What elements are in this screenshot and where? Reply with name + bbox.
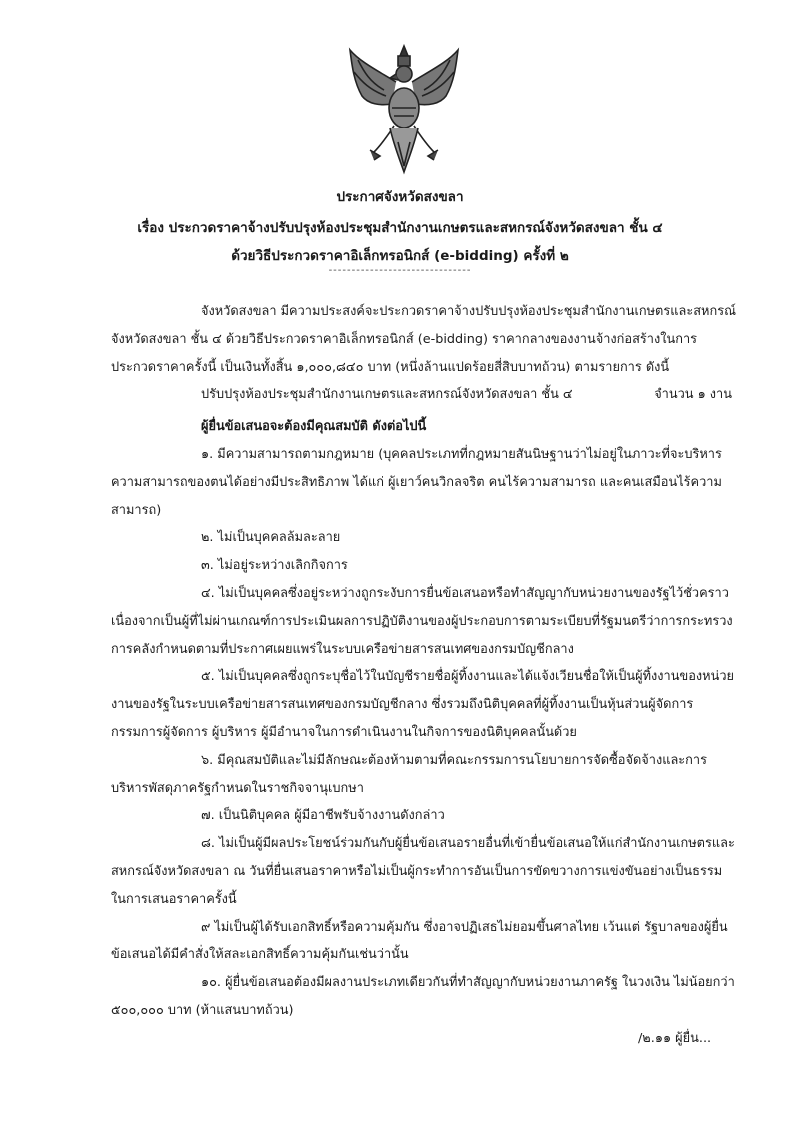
- qualification-item: ๑๐. ผู้ยื่นข้อเสนอต้องมีผลงานประเภทเดียวกันที่ทำสัญญากับหน่วยงานภาครัฐ ในวงเงิน ไม่น้อยกว่า ๕๐๐,๐๐๐ บาท (ห้าแสนบาทถ้วน): [111, 975, 735, 1018]
- announcement-body: [111, 298, 736, 1025]
- qualification-item: ๒. ไม่เป็นบุคคลล้มละลาย: [201, 530, 341, 546]
- qualifications-heading: ผู้ยื่นข้อเสนอจะต้องมีคุณสมบัติ ดังต่อไปนี้: [201, 419, 427, 435]
- intro-paragraph: จังหวัดสงขลา มีความประสงค์จะประกวดราคาจ้างปรับปรุงห้องประชุมสำนักงานเกษตรและสหกรณ์จังหวัดสงขลา ชั้น ๔ ด้วยวิธีประกวดราคาอิเล็กทรอนิกส์ (e-bidding) ราคากลางของงานจ้างก่อสร้างในการประกวดราคาครั้งนี้ เป็นเงินทั้งสิ้น ๑,๐๐๐,๘๔๐ บาท (หนึ่งล้านแปดร้อยสี่สิบบาทถ้วน) ตามรายการ ดังนี้: [111, 304, 736, 375]
- qualification-item: ๓. ไม่อยู่ระหว่างเลิกกิจการ: [201, 558, 348, 574]
- qualification-item: ๘. ไม่เป็นผู้มีผลประโยชน์ร่วมกันกับผู้ยื่นข้อเสนอรายอื่นที่เข้ายื่นข้อเสนอให้แก่สำนักงานเกษตรและสหกรณ์จังหวัดสงขลา ณ วันที่ยื่นเสนอราคาหรือไม่เป็นผู้กระทำการอันเป็นการขัดขวางการแข่งขันอย่างเป็นธรรมในการเสนอราคาครั้งนี้: [111, 836, 735, 907]
- announcement-title: ประกาศจังหวัดสงขลา: [336, 189, 464, 205]
- page-continuation: /๒.๑๑ ผู้ยื่น...: [638, 1031, 712, 1046]
- qualification-item: ๙ ไม่เป็นผู้ได้รับเอกสิทธิ์หรือความคุ้มกัน ซึ่งอาจปฏิเสธไม่ยอมขึ้นศาลไทย เว้นแต่ รัฐบาลของผู้ยื่นข้อเสนอได้มีคำสั่งให้สละเอกสิทธิ์ความคุ้มกันเช่นว่านั้น: [111, 919, 728, 963]
- garuda-emblem: [340, 42, 468, 177]
- item-quantity: จำนวน ๑ งาน: [654, 387, 732, 403]
- separator-line: -------------------------------: [328, 265, 472, 276]
- qualification-item: ๑. มีความสามารถตามกฎหมาย (บุคคลประเภทที่กฎหมายสันนิษฐานว่าไม่อยู่ในภาวะที่จะบริหารความสามารถของตนได้อย่างมีประสิทธิภาพ ได้แก่ ผู้เยาว์คนวิกลจริต คนไร้ความสามารถ และคนเสมือนไร้ความสามารถ): [111, 446, 722, 518]
- qualification-item: ๖. มีคุณสมบัติและไม่มีลักษณะต้องห้ามตามที่คณะกรรมการนโยบายการจัดซื้อจัดจ้างและการบริหารพัสดุภาครัฐกำหนดในราชกิจจานุเบกษา: [111, 752, 707, 796]
- procurement-item: [111, 381, 736, 409]
- qualification-item: ๔. ไม่เป็นบุคคลซึ่งอยู่ระหว่างถูกระงับการยื่นข้อเสนอหรือทำสัญญากับหน่วยงานของรัฐไว้ชั่วคราว เนื่องจากเป็นผู้ที่ไม่ผ่านเกณฑ์การประเมินผลการปฏิบัติงานของผู้ประกอบการตามระเบียบที่รัฐมนตรีว่าการกระทรวงการคลังกำหนดตามที่ประกาศเผยแพร่ในระบบเครือข่ายสารสนเทศของกรมบัญชีกลาง: [111, 585, 733, 657]
- qualification-item: ๕. ไม่เป็นบุคคลซึ่งถูกระบุชื่อไว้ในบัญชีรายชื่อผู้ทิ้งงานและได้แจ้งเวียนชื่อให้เป็นผู้ทิ้งงานของหน่วยงานของรัฐในระบบเครือข่ายสารสนเทศของกรมบัญชีกลาง ซึ่งรวมถึงนิติบุคคลที่ผู้ทิ้งงานเป็นหุ้นส่วนผู้จัดการ กรรมการผู้จัดการ ผู้บริหาร ผู้มีอำนาจในการดำเนินงานในกิจการของนิติบุคคลนั้นด้วย: [111, 669, 735, 740]
- bidding-method: ด้วยวิธีประกวดราคาอิเล็กทรอนิกส์ (e-bidding) ครั้งที่ ๒: [231, 248, 569, 264]
- qualification-item: ๗. เป็นนิติบุคคล ผู้มีอาชีพรับจ้างงานดังกล่าว: [201, 808, 445, 824]
- announcement-subject: เรื่อง ประกวดราคาจ้างปรับปรุงห้องประชุมสำนักงานเกษตรและสหกรณ์จังหวัดสงขลา ชั้น ๔: [137, 220, 663, 236]
- item-name: ปรับปรุงห้องประชุมสำนักงานเกษตรและสหกรณ์จังหวัดสงขลา ชั้น ๔: [201, 387, 573, 403]
